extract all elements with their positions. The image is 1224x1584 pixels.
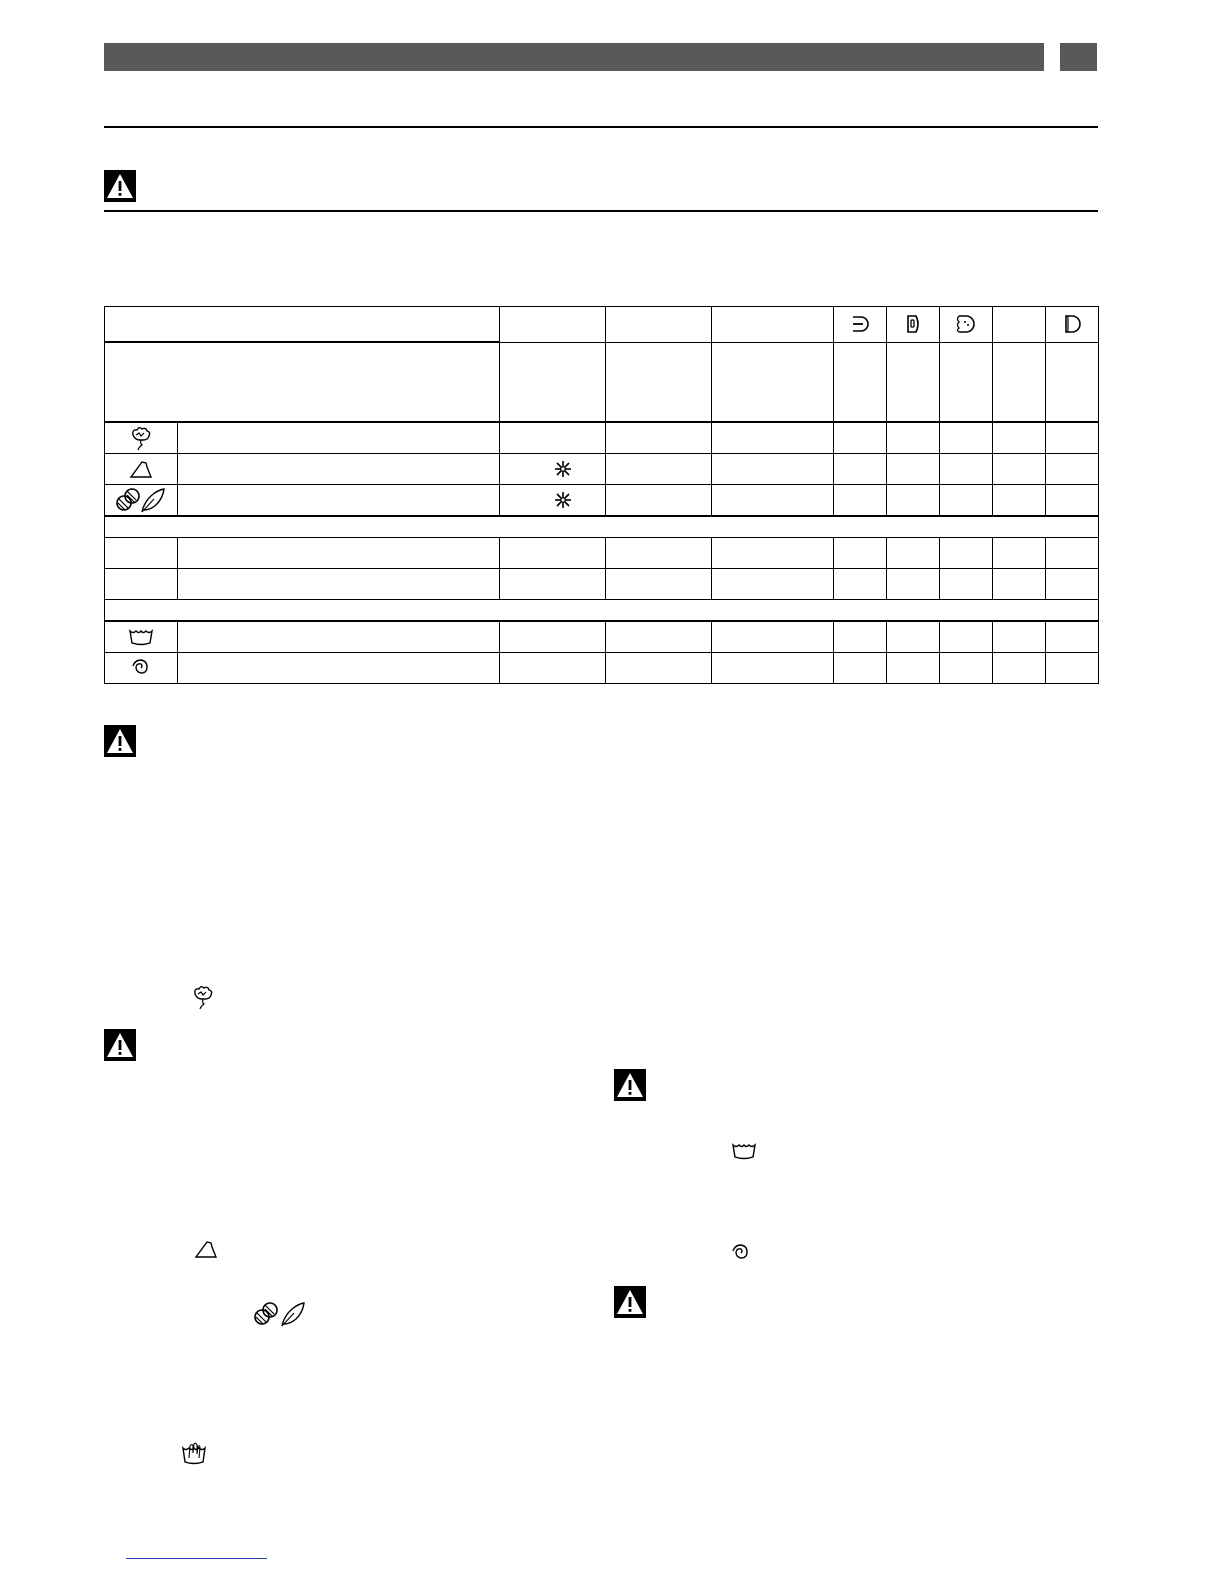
table-header-col bbox=[606, 307, 712, 343]
snowflake-icon bbox=[553, 490, 573, 510]
table-separator-row bbox=[105, 516, 1099, 538]
spin-icon bbox=[730, 1242, 752, 1264]
handwash-icon bbox=[180, 1440, 208, 1466]
programme-table bbox=[104, 306, 1099, 684]
warning-triangle-icon bbox=[104, 170, 136, 202]
wool-feather-icon bbox=[114, 486, 168, 514]
row-icon-cell bbox=[105, 621, 178, 653]
table-header-col-empty bbox=[993, 307, 1046, 343]
table-row bbox=[105, 485, 1099, 517]
table-header-iron-hot bbox=[834, 307, 887, 343]
cotton-icon bbox=[190, 983, 216, 1011]
warning-triangle-icon bbox=[614, 1069, 646, 1101]
row-icon-cell bbox=[105, 653, 178, 684]
iron-medium-icon bbox=[902, 313, 924, 335]
row-icon-cell bbox=[105, 454, 178, 485]
warning-triangle-icon bbox=[104, 1029, 136, 1061]
synthetic-icon bbox=[128, 458, 154, 480]
row-icon-cell bbox=[105, 422, 178, 454]
iron-hot-icon bbox=[849, 313, 871, 335]
table-header-iron-moist bbox=[940, 307, 993, 343]
table-header-iron-medium bbox=[887, 307, 940, 343]
warning-triangle-icon bbox=[614, 1286, 646, 1318]
table-row bbox=[105, 621, 1099, 653]
warning-triangle-icon bbox=[104, 725, 136, 757]
table-header-programme bbox=[105, 307, 500, 343]
wool-feather-icon bbox=[252, 1300, 306, 1328]
iron-moist-icon bbox=[954, 313, 978, 335]
iron-dry-icon bbox=[1061, 313, 1083, 335]
divider-top bbox=[104, 126, 1098, 128]
table-subheader bbox=[105, 342, 500, 422]
spin-icon bbox=[130, 657, 152, 679]
footnote-link-underline bbox=[126, 1558, 267, 1559]
table-row bbox=[105, 569, 1099, 600]
table-row bbox=[105, 653, 1099, 684]
table-separator-row bbox=[105, 600, 1099, 622]
synthetic-icon bbox=[193, 1238, 219, 1260]
rinse-icon bbox=[731, 1141, 757, 1161]
rinse-icon bbox=[128, 627, 154, 647]
page-number-box bbox=[1060, 43, 1097, 71]
table-header-col bbox=[712, 307, 834, 343]
table-row bbox=[105, 538, 1099, 569]
header-bar bbox=[104, 43, 1044, 71]
row-icon-cell bbox=[105, 485, 178, 517]
table-row bbox=[105, 454, 1099, 485]
divider-section bbox=[104, 210, 1098, 212]
table-row bbox=[105, 422, 1099, 454]
table-header-col bbox=[500, 307, 606, 343]
cotton-icon bbox=[128, 425, 154, 451]
snowflake-icon bbox=[553, 459, 573, 479]
table-header-iron-dry bbox=[1046, 307, 1099, 343]
